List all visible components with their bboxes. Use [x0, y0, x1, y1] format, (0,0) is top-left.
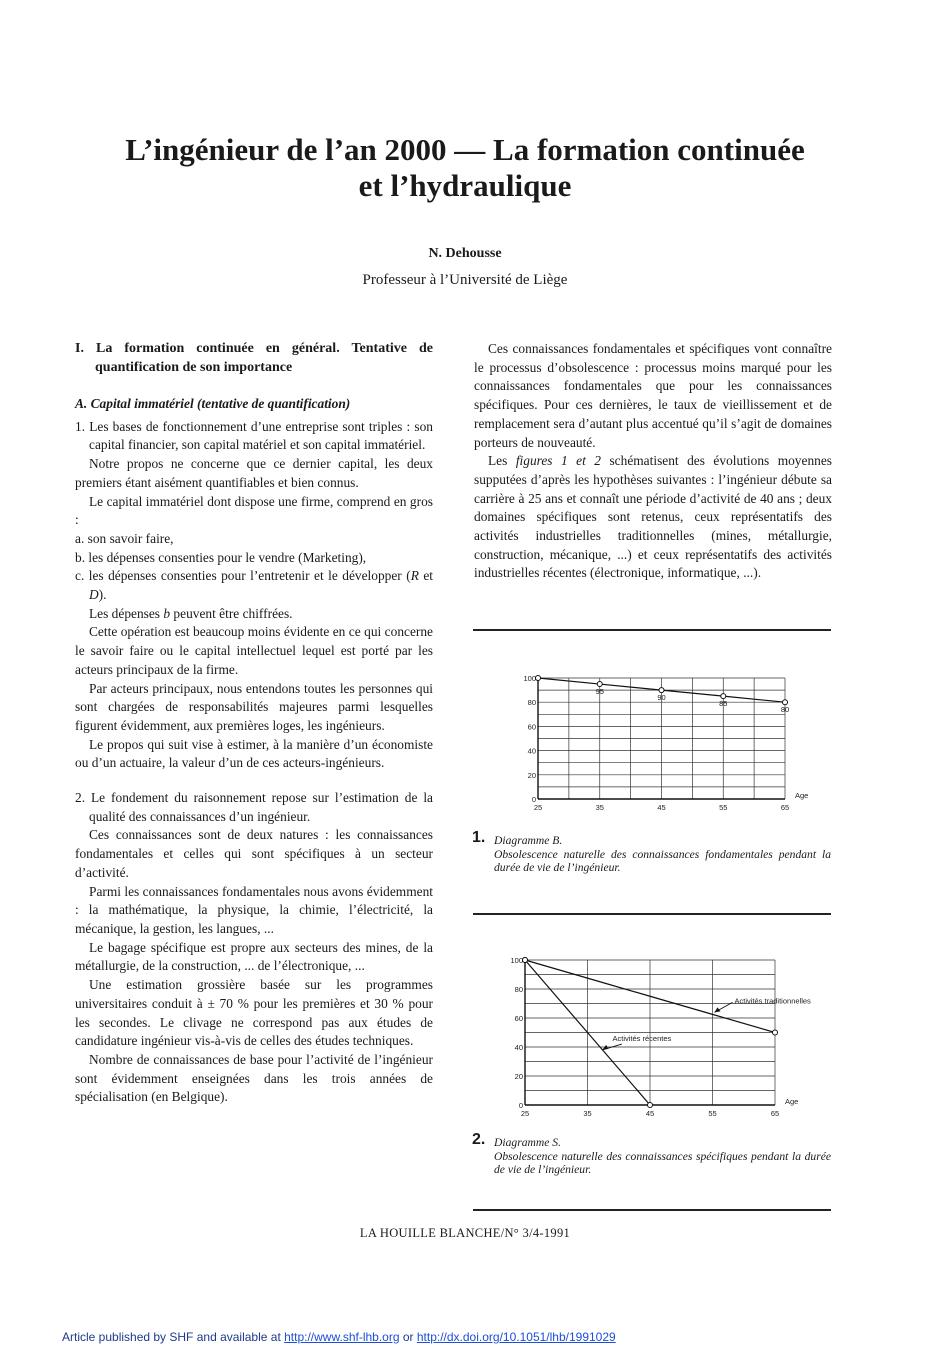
arrowhead	[602, 1045, 608, 1050]
figure-2-caption-text: Obsolescence naturelle des connaissances spécifiques pendant la durée de vie de l’ingénieur.	[494, 1149, 831, 1176]
paragraph: 2. Le fondement du raisonnement repose sur l’estimation de la qualité des connaissances d’un ingénieur.	[75, 790, 433, 824]
data-label: 85	[719, 699, 728, 709]
x-axis-label: Age	[795, 791, 809, 800]
paragraph: Notre propos ne concerne que ce dernier capital, les deux premiers étant aisément quantifiables et bien connus.	[75, 456, 433, 490]
paragraph: Les dépenses b peuvent être chiffrées.	[89, 605, 293, 621]
paragraph-gap	[75, 773, 433, 789]
x-tick-label: 65	[770, 1109, 780, 1118]
doi-link[interactable]: http://dx.doi.org/10.1051/lhb/1991029	[416, 1330, 616, 1344]
x-tick-label: 45	[657, 803, 666, 812]
y-tick-label: 100	[510, 956, 523, 965]
series-label: Activités traditionnelles	[734, 996, 811, 1006]
y-tick-label: 20	[514, 1072, 523, 1081]
y-tick-label: 60	[527, 722, 536, 732]
paragraph: Ces connaissances fondamentales et spécifiques vont connaître le processus d’obsolescence : processus moins marqué pour les connaissances fondamentales que pour les connaissances spécifiques. Pour ces dernières, le taux de vieillissement et de remplacement sera d’autant plus accentué qu’il s’agit de domaines porteurs de nouveauté.	[474, 341, 832, 450]
paragraph: Le capital immatériel dont dispose une firme, comprend en gros :	[75, 493, 433, 528]
y-tick-label: 100	[523, 674, 536, 683]
x-tick-label: 25	[533, 803, 543, 812]
data-point	[648, 1103, 653, 1108]
x-tick-label: 65	[780, 803, 790, 812]
x-tick-label: 45	[645, 1109, 655, 1118]
title-line-1: L’ingénieur de l’an 2000 — La formation continuée	[125, 132, 805, 167]
y-tick-label: 80	[514, 985, 523, 994]
paragraph: Parmi les connaissances fondamentales nous avons évidemment : la mathématique, la physique, la chimie, l’électricité, la mécanique, la gestion, les langues, ...	[75, 883, 433, 936]
list-item: a. son savoir faire,	[75, 530, 174, 546]
figure-divider	[473, 1209, 831, 1211]
figure-1-caption	[494, 834, 831, 875]
figure-2-number: 2.	[472, 1131, 486, 1148]
paragraph: 1. Les bases de fonctionnement d’une entreprise sont triples : son capital financier, son capital matériel et son capital immatériel.	[75, 418, 433, 453]
article-title	[60, 132, 870, 204]
title-line-2: et l’hydraulique	[358, 168, 572, 203]
paragraph: Par acteurs principaux, nous entendons toutes les personnes qui sont chargées de responsabilités majeures parmi lesquelles figurent évidemment, aux premières loges, les ingénieurs.	[75, 680, 433, 733]
paragraph: Le propos qui suit vise à estimer, à la manière d’un économiste ou d’un actuaire, la valeur d’un de ces acteurs-ingénieurs.	[75, 736, 433, 771]
figure-1-caption-text: Obsolescence naturelle des connaissances fondamentales pendant la durée de vie de l’ingénieur.	[494, 847, 831, 874]
data-point	[783, 700, 788, 705]
figure-1-number: 1.	[472, 829, 486, 846]
shf-link[interactable]: http://www.shf-lhb.org	[284, 1330, 400, 1344]
paragraph: Cette opération est beaucoup moins évidente en ce qui concerne le savoir faire ou le capital intellectuel lequel est porté par les acteurs principaux de la firme.	[75, 624, 433, 677]
x-axis-label: Age	[785, 1097, 799, 1106]
y-tick-label: 80	[527, 698, 536, 708]
section-heading: I. La formation continuée en général. Tentative de quantification de son importance	[75, 341, 433, 375]
data-point	[536, 676, 541, 681]
x-tick-label: 25	[520, 1109, 530, 1118]
x-tick-label: 35	[583, 1109, 592, 1118]
y-tick-label: 40	[514, 1043, 523, 1052]
publication-note: Article published by SHF and available at http://www.shf-lhb.org or http://dx.doi.org/10.1051/lhb/1991029	[62, 1330, 616, 1344]
data-point	[523, 958, 528, 963]
left-column	[75, 340, 433, 1107]
data-label: 90	[657, 693, 666, 703]
figure-2-caption-title: Diagramme S.	[494, 1136, 561, 1149]
subsection-heading: A. Capital immatériel (tentative de quantification)	[75, 396, 351, 411]
x-tick-label: 55	[708, 1109, 717, 1118]
right-column	[474, 340, 832, 583]
author-name: N. Dehousse	[428, 246, 502, 261]
x-tick-label: 35	[595, 803, 604, 812]
figure-1-chart	[505, 668, 825, 818]
figure-divider	[473, 629, 831, 631]
figure-2-caption	[494, 1136, 831, 1177]
paragraph: Une estimation grossière basée sur les programmes universitaires conduit à ± 70 % pour les premières et 30 % pour les secondes. Le clivage ne correspond pas aux études de candidature ingénieur vis-à-vis de celles des études techniques.	[75, 977, 433, 1049]
figure-divider	[473, 913, 831, 915]
series-label: Activités récentes	[612, 1034, 672, 1044]
data-point	[659, 688, 664, 693]
paragraph: Le bagage spécifique est propre aux secteurs des mines, de la métallurgie, de la construction, ... de l’électronique, ...	[75, 939, 433, 974]
paragraph: Les figures 1 et 2 schématisent des évolutions moyennes supputées d’après les hypothèses suivantes : l’ingénieur débute sa carrière à 25 ans et connaît une période d’activité de 40 ans ; deux domaines spécifiques sont retenus, ceux représentatifs des activités industrielles traditionnelles (mines, métallurgie, construction, mécanique, ...) et ceux représentatifs des activités industrielles récentes (électronique, informatique, ...).	[474, 453, 832, 581]
y-tick-label: 20	[527, 770, 536, 780]
journal-footer: LA HOUILLE BLANCHE/N° 3/4-1991	[359, 1226, 571, 1240]
data-point	[721, 694, 726, 699]
list-item: c. les dépenses consenties pour l’entretenir et le développer (R et D).	[75, 568, 433, 603]
figure-1-caption-title: Diagramme B.	[494, 834, 563, 847]
list-item: b. les dépenses consenties pour le vendre (Marketing),	[75, 549, 367, 565]
y-tick-label: 0	[518, 1101, 523, 1110]
y-tick-label: 0	[531, 795, 536, 804]
x-tick-label: 55	[719, 803, 728, 812]
data-point	[597, 682, 602, 687]
paragraph: Ces connaissances sont de deux natures : les connaissances fondamentales et celles qui sont spécifiques à un secteur d’activité.	[75, 827, 433, 880]
figure-2-chart	[500, 950, 830, 1120]
author-affiliation: Professeur à l’Université de Liège	[362, 272, 568, 288]
data-label: 95	[595, 687, 604, 697]
y-tick-label: 40	[527, 746, 536, 756]
paragraph: Nombre de connaissances de base pour l’activité de l’ingénieur sont évidemment enseignées dans les trois années de spécialisation (en Belgique).	[75, 1051, 433, 1105]
data-point	[773, 1030, 778, 1035]
data-label: 80	[780, 705, 790, 715]
y-tick-label: 60	[514, 1014, 523, 1023]
